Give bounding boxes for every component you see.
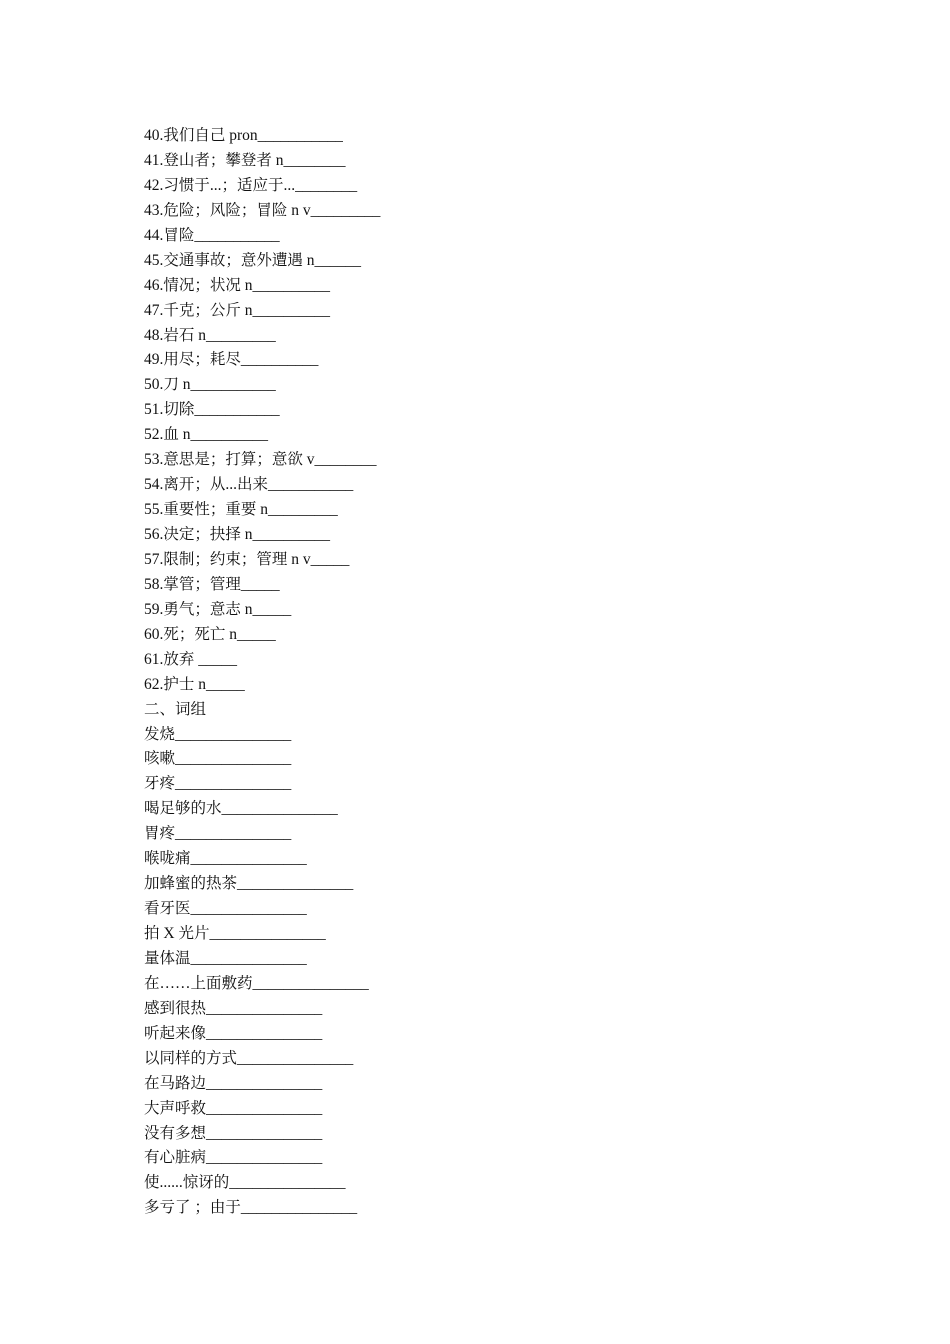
vocab-item: 42.习惯于...；适应于...________ bbox=[144, 176, 358, 194]
vocabulary-list bbox=[144, 124, 844, 698]
vocab-item: 60.死；死亡 n_____ bbox=[144, 625, 276, 643]
phrase-item: 看牙医_______________ bbox=[144, 900, 307, 918]
phrase-item: 咳嗽_______________ bbox=[144, 750, 292, 768]
phrase-item: 大声呼救_______________ bbox=[144, 1099, 323, 1117]
phrase-item: 胃疼_______________ bbox=[144, 825, 292, 843]
vocab-item: 47.千克；公斤 n__________ bbox=[144, 301, 331, 319]
phrase-item: 喝足够的水_______________ bbox=[144, 800, 338, 818]
vocab-item: 49.用尽；耗尽__________ bbox=[144, 351, 319, 369]
vocab-item: 55.重要性；重要 n_________ bbox=[144, 501, 338, 519]
vocab-item: 43.危险；风险；冒险 n v_________ bbox=[144, 201, 381, 219]
vocab-item: 46.情况；状况 n__________ bbox=[144, 276, 331, 294]
phrase-item: 牙疼_______________ bbox=[144, 775, 292, 793]
vocab-item: 50.刀 n___________ bbox=[144, 376, 276, 394]
phrase-item: 喉咙痛_______________ bbox=[144, 850, 307, 868]
phrase-item: 量体温_______________ bbox=[144, 949, 307, 967]
phrase-item: 使......惊讶的_______________ bbox=[144, 1174, 346, 1192]
vocab-item: 57.限制；约束；管理 n v_____ bbox=[144, 550, 350, 568]
vocab-item: 51.切除___________ bbox=[144, 401, 280, 419]
phrase-item: 有心脏病_______________ bbox=[144, 1149, 323, 1167]
vocab-item: 41.登山者；攀登者 n________ bbox=[144, 151, 346, 169]
phrase-item: 拍 X 光片_______________ bbox=[144, 925, 326, 942]
phrase-item: 听起来像_______________ bbox=[144, 1024, 323, 1042]
worksheet-page bbox=[144, 124, 844, 1221]
vocab-item: 52.血 n__________ bbox=[144, 426, 269, 444]
phrase-item: 多亏了 ；由于_______________ bbox=[144, 1199, 358, 1217]
phrase-item: 在马路边_______________ bbox=[144, 1074, 323, 1092]
vocab-item: 48.岩石 n_________ bbox=[144, 326, 276, 344]
vocab-item: 59.勇气；意志 n_____ bbox=[144, 600, 292, 618]
phrase-item: 感到很热_______________ bbox=[144, 999, 323, 1017]
vocab-item: 53.意思是；打算；意欲 v________ bbox=[144, 451, 377, 469]
vocab-item: 45.交通事故；意外遭遇 n______ bbox=[144, 251, 362, 269]
section-heading: 二、词组 bbox=[144, 700, 207, 718]
vocab-item: 40.我们自己 pron___________ bbox=[144, 127, 343, 144]
vocab-item: 44.冒险___________ bbox=[144, 226, 280, 244]
phrase-list bbox=[144, 723, 844, 1222]
vocab-item: 61.放弃 _____ bbox=[144, 650, 238, 668]
vocab-item: 58.掌管；管理_____ bbox=[144, 575, 280, 593]
vocab-item: 62.护士 n_____ bbox=[144, 675, 245, 693]
phrase-item: 加蜂蜜的热茶_______________ bbox=[144, 875, 354, 893]
vocab-item: 56.决定；抉择 n__________ bbox=[144, 526, 331, 543]
phrase-item: 在……上面敷药_______________ bbox=[144, 974, 369, 992]
phrase-item: 发烧_______________ bbox=[144, 725, 292, 743]
vocab-item: 54.离开；从...出来___________ bbox=[144, 476, 354, 494]
phrase-item: 没有多想_______________ bbox=[144, 1124, 323, 1142]
phrase-item: 以同样的方式_______________ bbox=[144, 1049, 354, 1067]
